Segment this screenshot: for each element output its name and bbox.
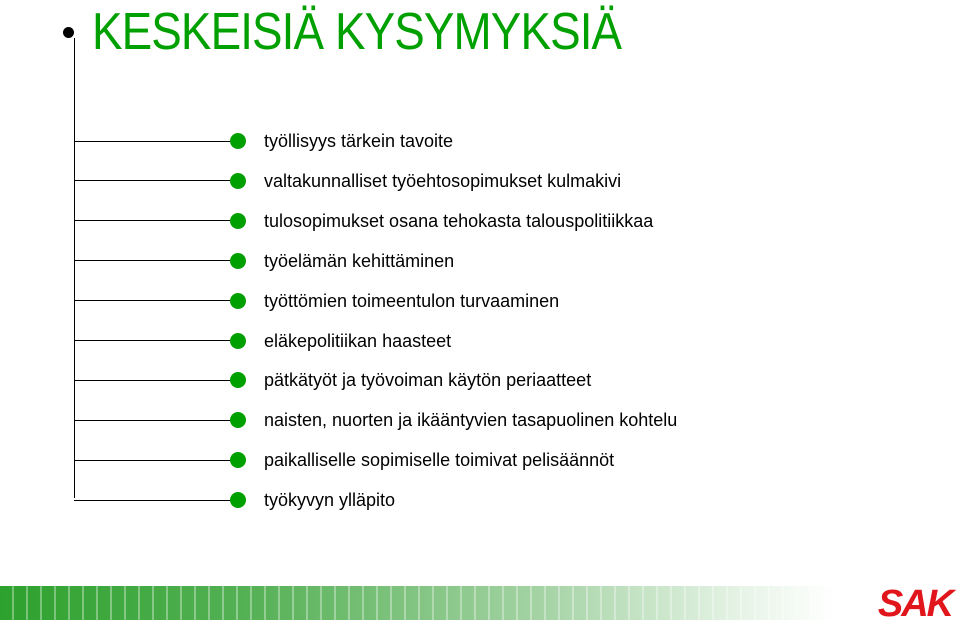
list-item: tulosopimukset osana tehokasta talouspolitiikkaa xyxy=(264,210,654,231)
bullet-dot-icon xyxy=(230,372,246,388)
connector-line xyxy=(74,180,232,181)
list-item: valtakunnalliset työehtosopimukset kulmakivi xyxy=(264,170,622,191)
connector-line xyxy=(74,420,232,421)
bullet-dot-icon xyxy=(230,133,246,149)
bullet-dot-icon xyxy=(230,173,246,189)
bullet-dot-icon xyxy=(230,333,246,349)
bullet-dot-icon xyxy=(230,253,246,269)
bullet-dot-icon xyxy=(230,492,246,508)
slide-title: KESKEISIÄ KYSYMYKSIÄ xyxy=(92,3,622,61)
footer-stripes xyxy=(0,586,835,620)
connector-line xyxy=(74,141,232,142)
connector-line xyxy=(74,340,232,341)
connector-line xyxy=(74,300,232,301)
list-item: työelämän kehittäminen xyxy=(264,250,455,271)
list-item: työkyvyn ylläpito xyxy=(264,490,396,511)
list-item: työttömien toimeentulon turvaaminen xyxy=(264,290,560,311)
connector-line xyxy=(74,500,232,501)
bullet-dot-icon xyxy=(230,412,246,428)
list-item: paikalliselle sopimiselle toimivat pelisäännöt xyxy=(264,450,615,471)
list-item: naisten, nuorten ja ikääntyvien tasapuolinen kohtelu xyxy=(264,410,678,431)
connector-line xyxy=(74,460,232,461)
connector-line xyxy=(74,260,232,261)
title-bullet-icon xyxy=(63,27,74,38)
list-item: pätkätyöt ja työvoiman käytön periaatteet xyxy=(264,370,592,391)
connector-vertical-line xyxy=(74,38,75,498)
list-item: työllisyys tärkein tavoite xyxy=(264,131,454,151)
sak-logo xyxy=(872,583,958,621)
connector-line xyxy=(74,380,232,381)
connector-line xyxy=(74,220,232,221)
bullet-dot-icon xyxy=(230,213,246,229)
sak-logo-text: SAK xyxy=(877,583,953,621)
list-item: eläkepolitiikan haasteet xyxy=(264,330,452,351)
sak-logo-mark xyxy=(874,583,957,621)
bullet-dot-icon xyxy=(230,293,246,309)
bullet-dot-icon xyxy=(230,452,246,468)
